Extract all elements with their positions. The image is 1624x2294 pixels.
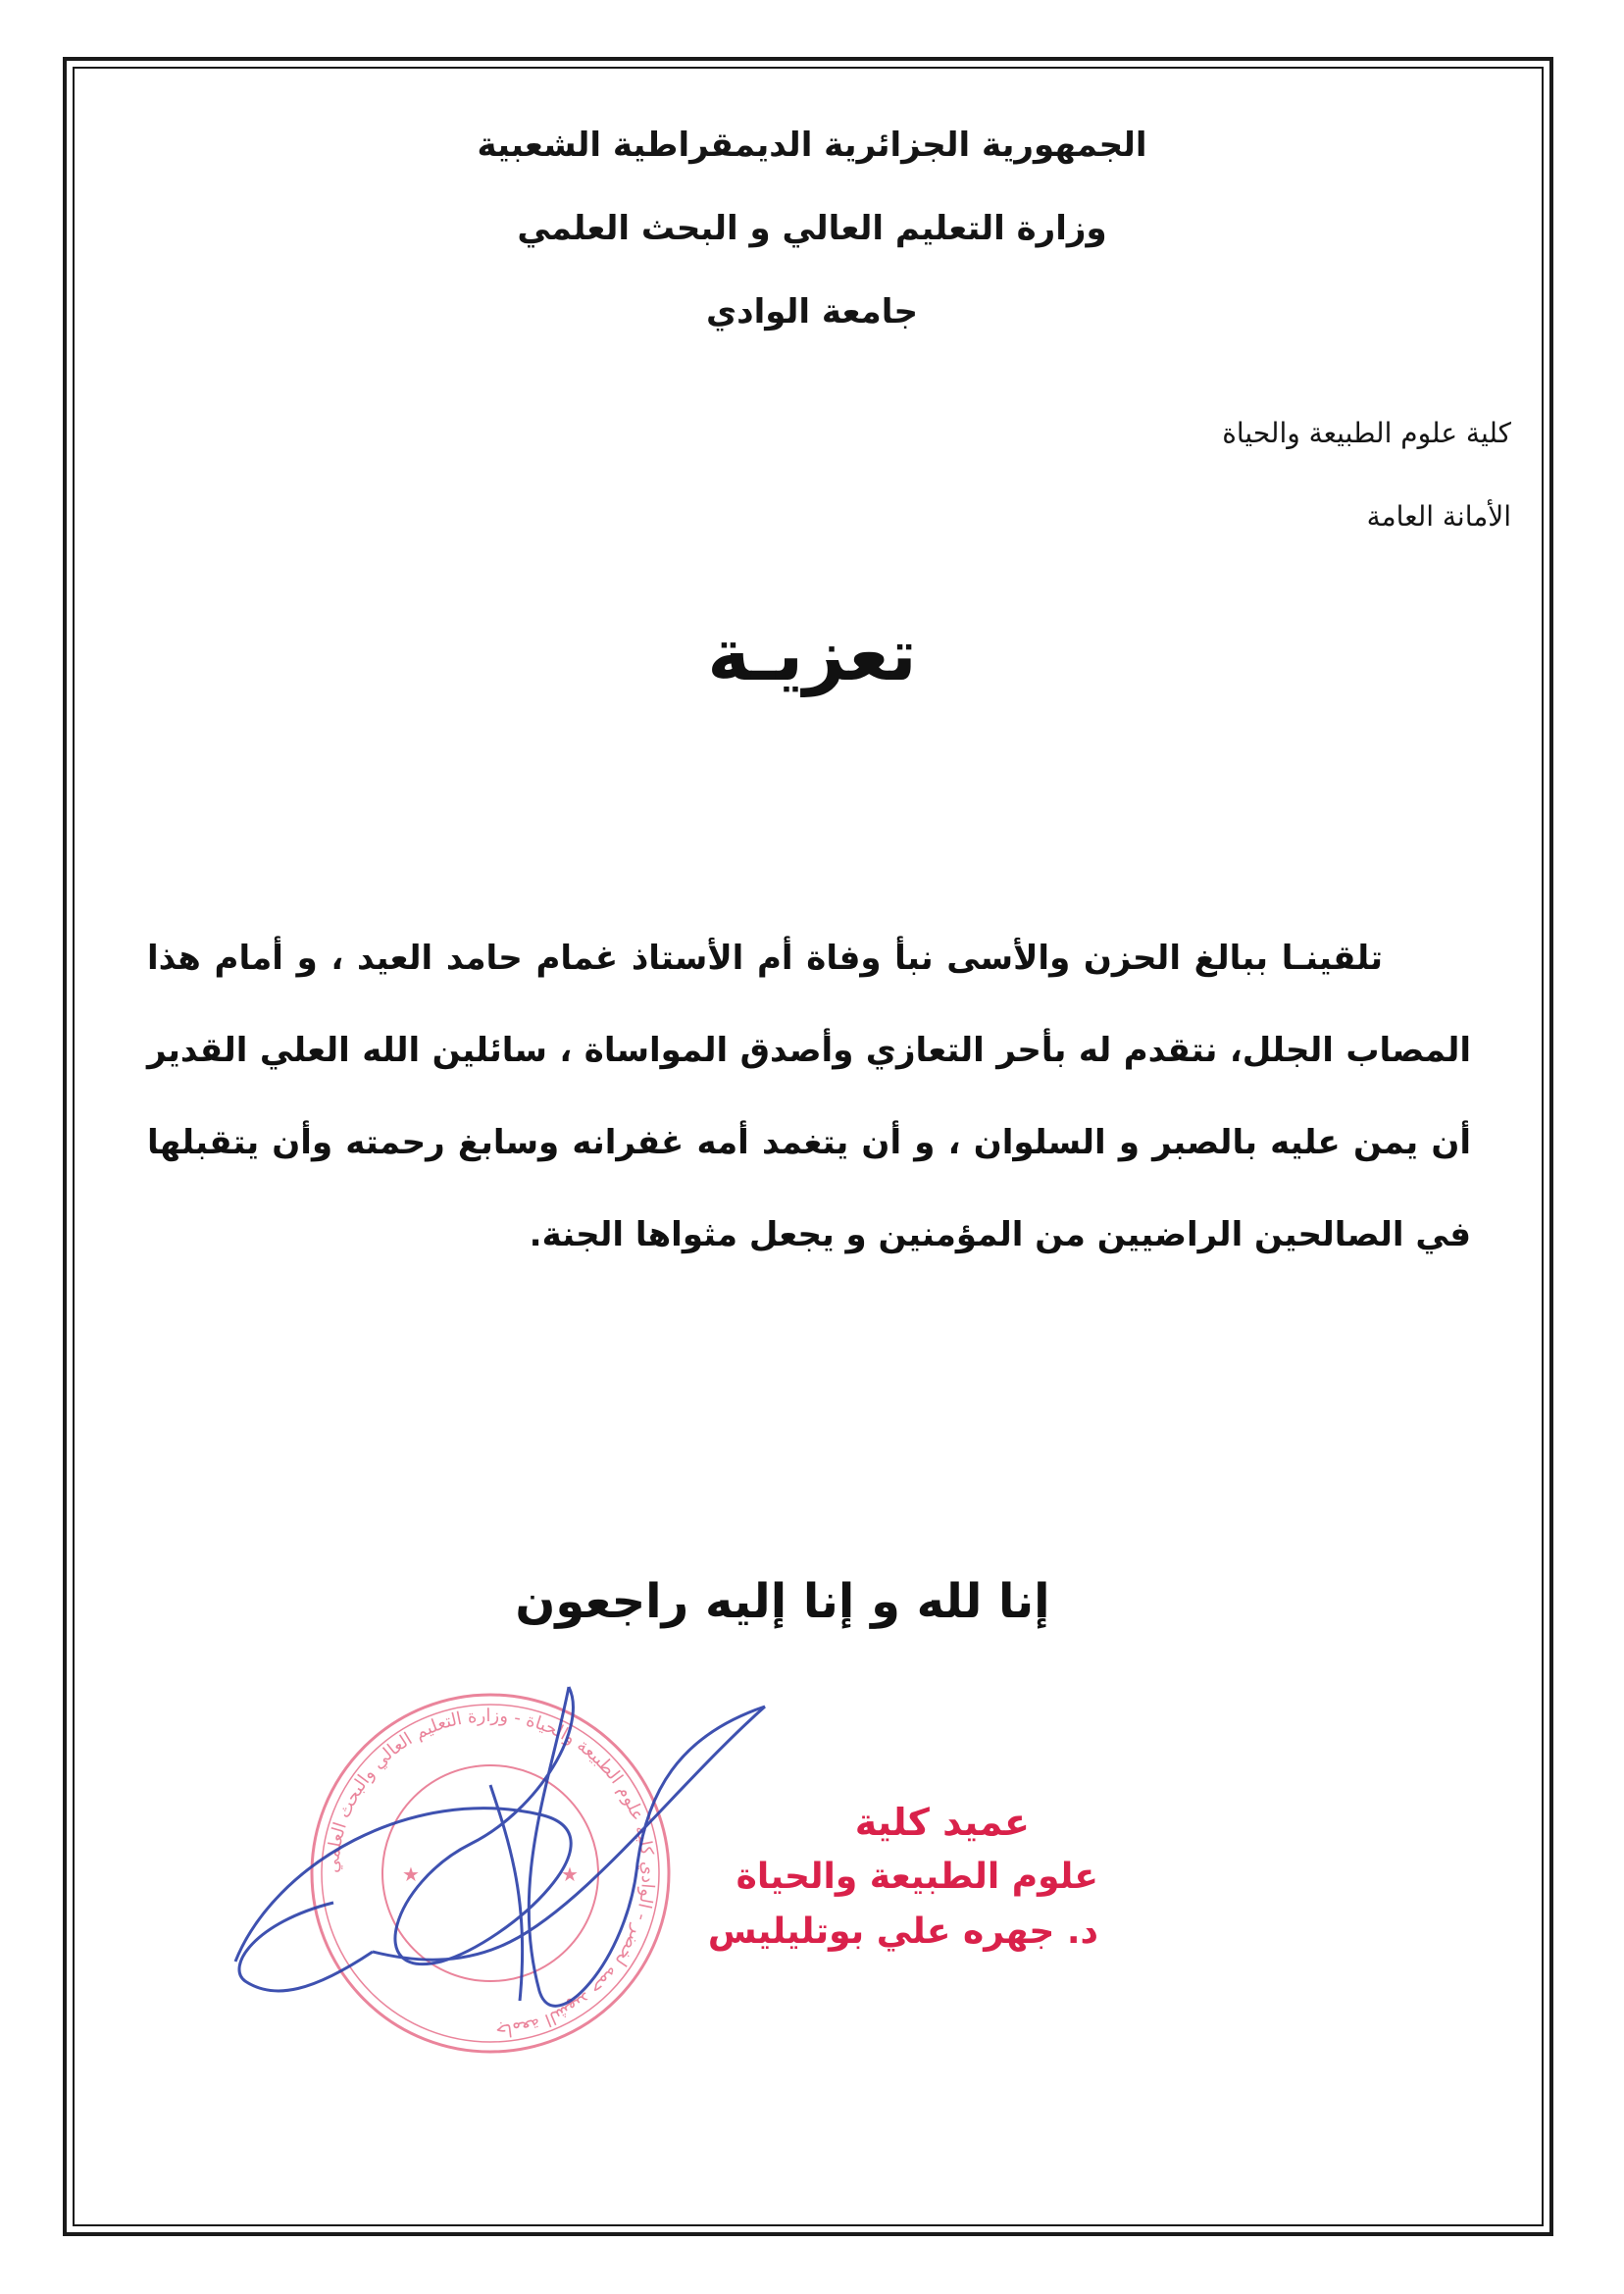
svg-text:جامعة الشهيد حمه لخضر - الوادي: جامعة الشهيد حمه لخضر - الوادي كلية علوم الطبيعة والحياة - وزارة التعليم العالي والبحث العلمي [322,1705,659,2041]
svg-text:★: ★ [402,1862,420,1886]
svg-text:★: ★ [561,1862,579,1886]
header-university: جامعة الوادي [706,292,918,331]
signature-block [549,1795,1098,1960]
faculty-name: كلية علوم الطبيعة والحياة [1222,417,1511,449]
signature-title: عميد كلية [854,1801,1030,1844]
condolence-body: تلقينـا ببالغ الحزن والأسى نبأ وفاة أم الأستاذ غمام حامد العيد ، و أمام هذا المصاب الجلل، نتقدم له بأحر التعازي وأصدق المواساة ، سائلين الله العلي القدير أن يمن عليه بالصبر و السلوان ، و أن يتغمد أمه غفرانه وسابغ رحمته وأن يتقبلها في الصالحين الراضيين من المؤمنين و يجعل مثواها الجنة. [147,939,1471,1254]
signature-name: د. جهره علي بوتليليس [707,1912,1098,1952]
page-title: تعزيـة [707,613,917,697]
header-republic: الجمهورية الجزائرية الديمقراطية الشعبية [477,126,1147,165]
header-ministry: وزارة التعليم العالي و البحث العلمي [517,209,1107,248]
closing-verse: إنا لله و إنا إليه راجعون [515,1574,1050,1629]
signature-faculty: علوم الطبيعة والحياة [736,1857,1098,1897]
department-name: الأمانة العامة [1366,500,1511,533]
